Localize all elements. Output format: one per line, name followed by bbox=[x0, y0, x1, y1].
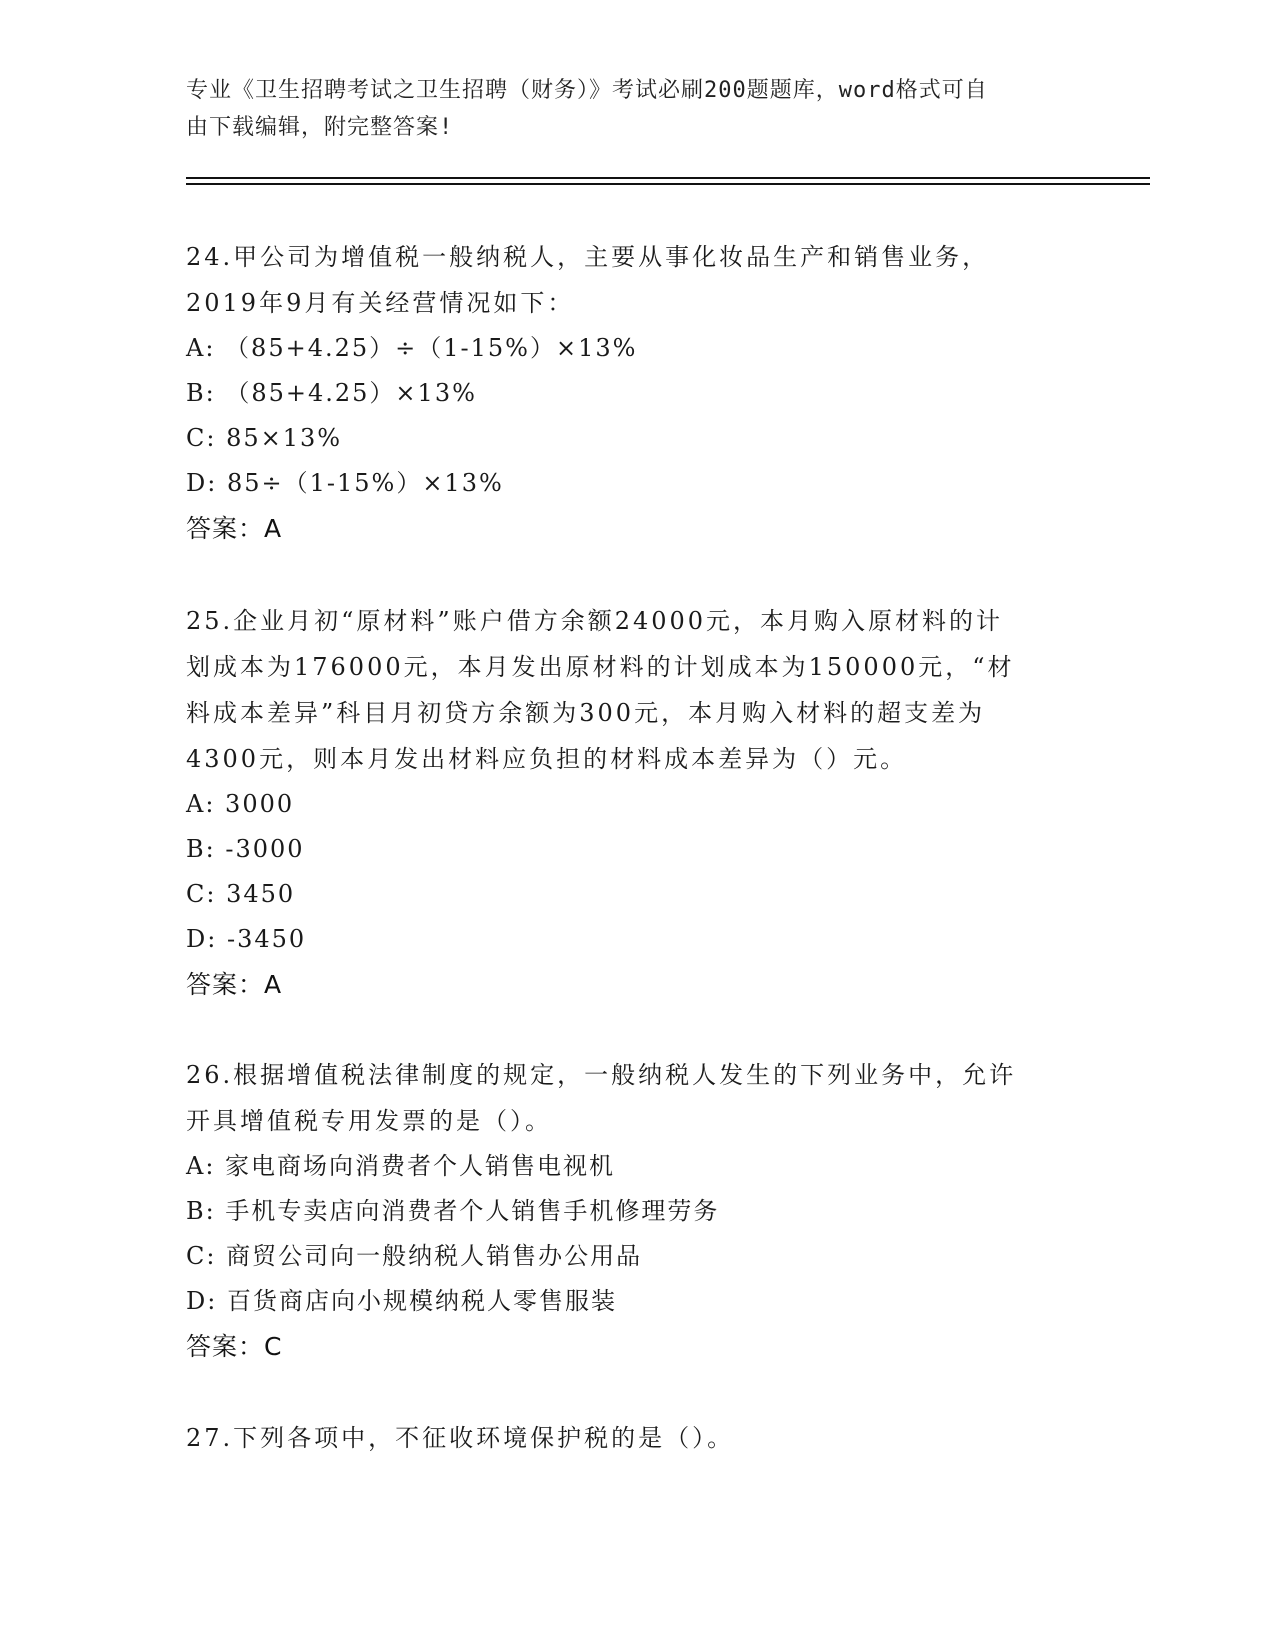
option-c: C: 商贸公司向一般纳税人销售办公用品 bbox=[186, 1242, 643, 1270]
option-a: A: 家电商场向消费者个人销售电视机 bbox=[186, 1152, 616, 1180]
question-stem-line: 25.企业月初“原材料”账户借方余额24000元，本月购入原材料的计 bbox=[186, 607, 1004, 635]
option-c: C: 3450 bbox=[186, 880, 296, 908]
header-line-2: 由下载编辑，附完整答案! bbox=[186, 115, 454, 140]
question-stem-line: 料成本差异”科目月初贷方余额为300元，本月购入材料的超支差为 bbox=[186, 699, 986, 727]
question-stem-line: 26.根据增值税法律制度的规定，一般纳税人发生的下列业务中，允许 bbox=[186, 1061, 1017, 1089]
option-d: D: 85÷（1-15%）×13% bbox=[186, 469, 504, 497]
answer-label: 答案：A bbox=[186, 970, 283, 999]
question-26 bbox=[186, 1052, 1066, 1370]
question-stem-line: 4300元，则本月发出材料应负担的材料成本差异为（）元。 bbox=[186, 745, 908, 773]
question-stem-line: 24.甲公司为增值税一般纳税人，主要从事化妆品生产和销售业务， bbox=[186, 243, 990, 271]
option-d: D: -3450 bbox=[186, 925, 307, 953]
answer-label: 答案：C bbox=[186, 1332, 283, 1361]
question-25 bbox=[186, 598, 1066, 1008]
option-a: A: （85+4.25）÷（1-15%）×13% bbox=[186, 334, 638, 362]
answer-label: 答案：A bbox=[186, 514, 283, 543]
question-stem-line: 2019年9月有关经营情况如下： bbox=[186, 289, 575, 317]
document-header bbox=[186, 72, 1066, 146]
question-stem-line: 划成本为176000元，本月发出原材料的计划成本为150000元，“材 bbox=[186, 653, 1015, 681]
option-b: B: -3000 bbox=[186, 835, 305, 863]
option-a: A: 3000 bbox=[186, 790, 295, 818]
header-divider-top bbox=[186, 177, 1150, 179]
question-stem-line: 27.下列各项中，不征收环境保护税的是（）。 bbox=[186, 1424, 735, 1452]
header-line-1: 专业《卫生招聘考试之卫生招聘（财务）》考试必刷200题题库，word格式可自 bbox=[186, 78, 988, 103]
question-24 bbox=[186, 234, 1066, 552]
option-d: D: 百货商店向小规模纳税人零售服装 bbox=[186, 1287, 617, 1315]
question-27 bbox=[186, 1415, 1066, 1461]
option-b: B: 手机专卖店向消费者个人销售手机修理劳务 bbox=[186, 1197, 720, 1225]
header-divider-bottom bbox=[186, 183, 1150, 185]
question-stem-line: 开具增值税专用发票的是（）。 bbox=[186, 1107, 552, 1135]
option-c: C: 85×13% bbox=[186, 424, 343, 452]
option-b: B: （85+4.25）×13% bbox=[186, 379, 477, 407]
